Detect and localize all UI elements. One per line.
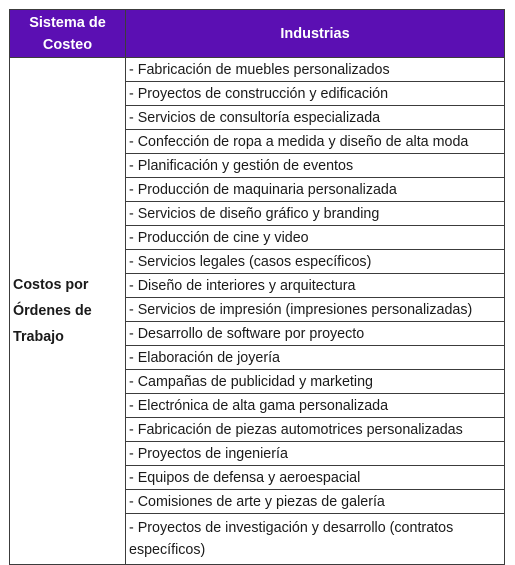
table-body xyxy=(10,58,505,565)
industry-item: - Fabricación de piezas automotrices personalizadas xyxy=(126,418,505,442)
industry-item: - Confección de ropa a medida y diseño de alta moda xyxy=(126,130,505,154)
industry-item: - Proyectos de construcción y edificación xyxy=(126,82,505,106)
industry-item: - Diseño de interiores y arquitectura xyxy=(126,274,505,298)
industry-item: - Servicios de consultoría especializada xyxy=(126,106,505,130)
costing-table xyxy=(9,9,505,565)
header-system: Sistema de Costeo xyxy=(10,10,126,58)
industry-item: - Servicios legales (casos específicos) xyxy=(126,250,505,274)
industry-item: - Electrónica de alta gama personalizada xyxy=(126,394,505,418)
header-industries: Industrias xyxy=(126,10,505,58)
industry-item: - Elaboración de joyería xyxy=(126,346,505,370)
industry-item: - Equipos de defensa y aeroespacial xyxy=(126,466,505,490)
industry-item: - Fabricación de muebles personalizados xyxy=(126,58,505,82)
industry-item: - Producción de maquinaria personalizada xyxy=(126,178,505,202)
industry-item: - Comisiones de arte y piezas de galería xyxy=(126,490,505,514)
industry-item: - Proyectos de investigación y desarrollo (contratos específicos) xyxy=(126,514,505,565)
industry-item: - Producción de cine y video xyxy=(126,226,505,250)
industry-item: - Servicios de diseño gráfico y branding xyxy=(126,202,505,226)
costing-table-container xyxy=(9,9,505,565)
industry-item: - Planificación y gestión de eventos xyxy=(126,154,505,178)
header-row xyxy=(10,10,505,58)
table-row xyxy=(10,58,505,82)
system-name-cell: Costos por Órdenes de Trabajo xyxy=(10,58,126,565)
industry-item: - Campañas de publicidad y marketing xyxy=(126,370,505,394)
industry-item: - Proyectos de ingeniería xyxy=(126,442,505,466)
industry-item: - Desarrollo de software por proyecto xyxy=(126,322,505,346)
industry-item: - Servicios de impresión (impresiones personalizadas) xyxy=(126,298,505,322)
